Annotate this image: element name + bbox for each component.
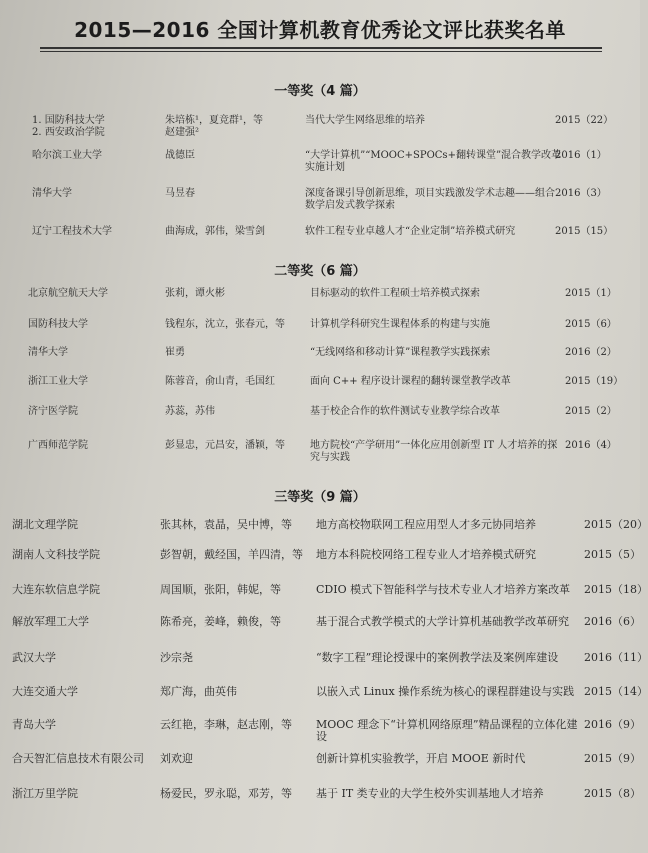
authors-line: 马昱春 xyxy=(165,188,195,199)
paper-title xyxy=(316,719,586,743)
authors-line: 沙宗尧 xyxy=(160,651,193,664)
authors xyxy=(165,115,263,139)
issue-year: 2016（1） xyxy=(555,150,607,161)
authors xyxy=(160,788,292,800)
authors xyxy=(160,719,292,731)
authors xyxy=(160,549,303,561)
paper-title-line: CDIO 模式下智能科学与技术专业人才培养方案改革 xyxy=(316,583,571,596)
issue-year: 2015（18） xyxy=(584,583,648,596)
paper-title-line: 基于校企合作的软件测试专业教学综合改革 xyxy=(310,406,500,417)
authors xyxy=(165,376,275,388)
unit-name xyxy=(12,549,100,561)
paper-title xyxy=(305,226,565,238)
issue-year: 2015（15） xyxy=(555,226,614,237)
paper-title xyxy=(316,519,586,531)
title-rule-thin xyxy=(40,51,602,52)
paper-title-line: 目标驱动的软件工程硕士培养模式探索 xyxy=(310,288,480,299)
paper-title xyxy=(305,188,565,212)
authors-line: 彭显忠，元昌安，潘颖，等 xyxy=(165,440,285,451)
issue-year: 2015（14） xyxy=(584,685,648,698)
unit-name-line: 国防科技大学 xyxy=(28,319,88,330)
issue-year: 2015（2） xyxy=(565,406,617,417)
unit-name-line: 辽宁工程技术大学 xyxy=(32,226,112,237)
authors xyxy=(160,616,281,628)
issue-year: 2015（1） xyxy=(565,288,617,299)
paper-title-line: 地方院校“产学研用”一体化应用创新型 IT 人才培养的探 xyxy=(310,440,558,451)
authors xyxy=(160,753,193,765)
authors-line: 陈蓉音，俞山青，毛国红 xyxy=(165,376,275,387)
unit-name-line: 青岛大学 xyxy=(12,718,56,731)
paper-title-line: 当代大学生网络思维的培养 xyxy=(305,115,425,126)
unit-name xyxy=(28,347,68,359)
authors-line: 张其林，袁晶，吴中博，等 xyxy=(160,518,292,531)
paper-title xyxy=(305,150,565,174)
paper-title-line: 软件工程专业卓越人才“企业定制”培养模式研究 xyxy=(305,226,516,237)
authors-line: 苏蕊，苏伟 xyxy=(165,406,215,417)
paper-title-line: “大学计算机”“MOOC+SPOCs+翻转课堂”混合教学改革 xyxy=(305,150,562,161)
authors-line: 杨爱民，罗永聪，邓芳，等 xyxy=(160,787,292,800)
paper-title xyxy=(310,347,580,359)
authors-line: 钱程东，沈立，张春元，等 xyxy=(165,319,285,330)
authors-line: 崔勇 xyxy=(165,347,185,358)
paper-title-line: “无线网络和移动计算”课程教学实践探索 xyxy=(310,347,491,358)
issue-year: 2016（2） xyxy=(565,347,617,358)
unit-name xyxy=(12,519,78,531)
authors xyxy=(165,188,195,200)
unit-name-line: 2. 西安政治学院 xyxy=(32,127,105,138)
paper-title-line: 计算机学科研究生课程体系的构建与实施 xyxy=(310,319,490,330)
authors-line: 彭智朝，戴经国，羊四清，等 xyxy=(160,548,303,561)
issue-year: 2015（9） xyxy=(584,752,641,765)
issue-year: 2016（6） xyxy=(584,615,641,628)
unit-name xyxy=(28,288,108,300)
paper-title xyxy=(310,440,580,464)
unit-name-line: 哈尔滨工业大学 xyxy=(32,150,102,161)
paper-title xyxy=(316,788,586,800)
unit-name-line: 湖北文理学院 xyxy=(12,518,78,531)
unit-name xyxy=(28,319,88,331)
unit-name-line: 清华大学 xyxy=(32,188,72,199)
unit-name xyxy=(12,753,144,765)
authors-line: 周国顺，张阳，韩妮，等 xyxy=(160,583,281,596)
paper-title xyxy=(316,549,586,561)
paper-title-line: 实施计划 xyxy=(305,162,345,173)
unit-name-line: 浙江万里学院 xyxy=(12,787,78,800)
issue-year: 2015（22） xyxy=(555,115,614,126)
unit-name xyxy=(32,115,105,139)
authors xyxy=(160,519,292,531)
paper-title-line: 数学启发式教学探索 xyxy=(305,200,395,211)
paper-title-line: 创新计算机实验教学，开启 MOOE 新时代 xyxy=(316,752,526,765)
authors-line: 战德臣 xyxy=(165,150,195,161)
paper-title-line: 地方高校物联网工程应用型人才多元协同培养 xyxy=(316,518,536,531)
issue-year: 2015（5） xyxy=(584,548,641,561)
authors-line: 朱培栋¹，夏竞群¹，等 xyxy=(165,115,264,126)
paper-title-line: 基于混合式教学模式的大学计算机基础教学改革研究 xyxy=(316,615,569,628)
paper-title-line: 基于 IT 类专业的大学生校外实训基地人才培养 xyxy=(316,787,544,800)
unit-name-line: 大连东软信息学院 xyxy=(12,583,100,596)
issue-year: 2015（20） xyxy=(584,518,648,531)
authors xyxy=(165,406,215,418)
unit-name xyxy=(12,584,100,596)
unit-name xyxy=(12,686,78,698)
paper-title-line: MOOC 理念下“计算机网络原理”精品课程的立体化建设 xyxy=(316,718,578,743)
authors xyxy=(160,686,237,698)
paper-title xyxy=(316,753,586,765)
authors-line: 曲海成，郭伟，梁雪剑 xyxy=(165,226,265,237)
authors xyxy=(160,652,193,664)
paper-title-line: 地方本科院校网络工程专业人才培养模式研究 xyxy=(316,548,536,561)
paper-title-line: 究与实践 xyxy=(310,452,350,463)
authors-line: 刘欢迎 xyxy=(160,752,193,765)
authors-line: 陈希亮，姜峰，赖俊，等 xyxy=(160,615,281,628)
authors xyxy=(165,150,195,162)
paper-title-line: 深度备课引导创新思维，项目实践激发学术志趣——组合 xyxy=(305,188,555,199)
issue-year: 2016（9） xyxy=(584,718,641,731)
paper-title xyxy=(316,652,586,664)
unit-name xyxy=(12,788,78,800)
authors-line: 郑广海，曲英伟 xyxy=(160,685,237,698)
unit-name xyxy=(28,440,88,452)
page-title: 2015—2016 全国计算机教育优秀论文评比获奖名单 xyxy=(74,18,566,42)
unit-name-line: 大连交通大学 xyxy=(12,685,78,698)
title-rule xyxy=(40,47,602,49)
unit-name xyxy=(28,376,88,388)
unit-name-line: 广西师范学院 xyxy=(28,440,88,451)
unit-name-line: 解放军理工大学 xyxy=(12,615,89,628)
paper-title xyxy=(310,319,580,331)
unit-name xyxy=(32,150,102,162)
issue-year: 2015（6） xyxy=(565,319,617,330)
paper-title xyxy=(316,584,586,596)
authors xyxy=(160,584,281,596)
authors-line: 赵建强² xyxy=(165,127,200,138)
paper-title-line: 面向 C++ 程序设计课程的翻转课堂教学改革 xyxy=(310,376,511,387)
authors-line: 张莉，谭火彬 xyxy=(165,288,225,299)
second-prize-heading: 二等奖（6 篇） xyxy=(274,264,366,279)
paper-title-line: 以嵌入式 Linux 操作系统为核心的课程群建设与实践 xyxy=(316,685,575,698)
issue-year: 2015（19） xyxy=(565,376,624,387)
authors xyxy=(165,288,225,300)
third-prize-heading: 三等奖（9 篇） xyxy=(274,490,366,505)
paper-title xyxy=(310,406,580,418)
issue-year: 2015（8） xyxy=(584,787,641,800)
unit-name-line: 武汉大学 xyxy=(12,651,56,664)
unit-name xyxy=(12,719,56,731)
unit-name-line: 合天智汇信息技术有限公司 xyxy=(12,752,144,765)
paper-title xyxy=(305,115,565,127)
paper-title xyxy=(310,288,580,300)
unit-name-line: 湖南人文科技学院 xyxy=(12,548,100,561)
unit-name xyxy=(12,652,56,664)
unit-name xyxy=(12,616,89,628)
unit-name-line: 北京航空航天大学 xyxy=(28,288,108,299)
paper-title xyxy=(316,686,586,698)
unit-name xyxy=(28,406,78,418)
issue-year: 2016（3） xyxy=(555,188,607,199)
issue-year: 2016（11） xyxy=(584,651,648,664)
unit-name xyxy=(32,188,72,200)
authors-line: 云红艳，李琳，赵志刚，等 xyxy=(160,718,292,731)
paper-title xyxy=(310,376,580,388)
unit-name-line: 清华大学 xyxy=(28,347,68,358)
authors xyxy=(165,226,265,238)
authors xyxy=(165,440,285,452)
issue-year: 2016（4） xyxy=(565,440,617,451)
unit-name-line: 浙江工业大学 xyxy=(28,376,88,387)
unit-name-line: 1. 国防科技大学 xyxy=(32,115,105,126)
paper-title xyxy=(316,616,586,628)
first-prize-heading: 一等奖（4 篇） xyxy=(274,84,366,99)
authors xyxy=(165,347,185,359)
unit-name xyxy=(32,226,112,238)
paper-title-line: “数字工程”理论授课中的案例教学法及案例库建设 xyxy=(316,651,559,664)
unit-name-line: 济宁医学院 xyxy=(28,406,78,417)
authors xyxy=(165,319,285,331)
